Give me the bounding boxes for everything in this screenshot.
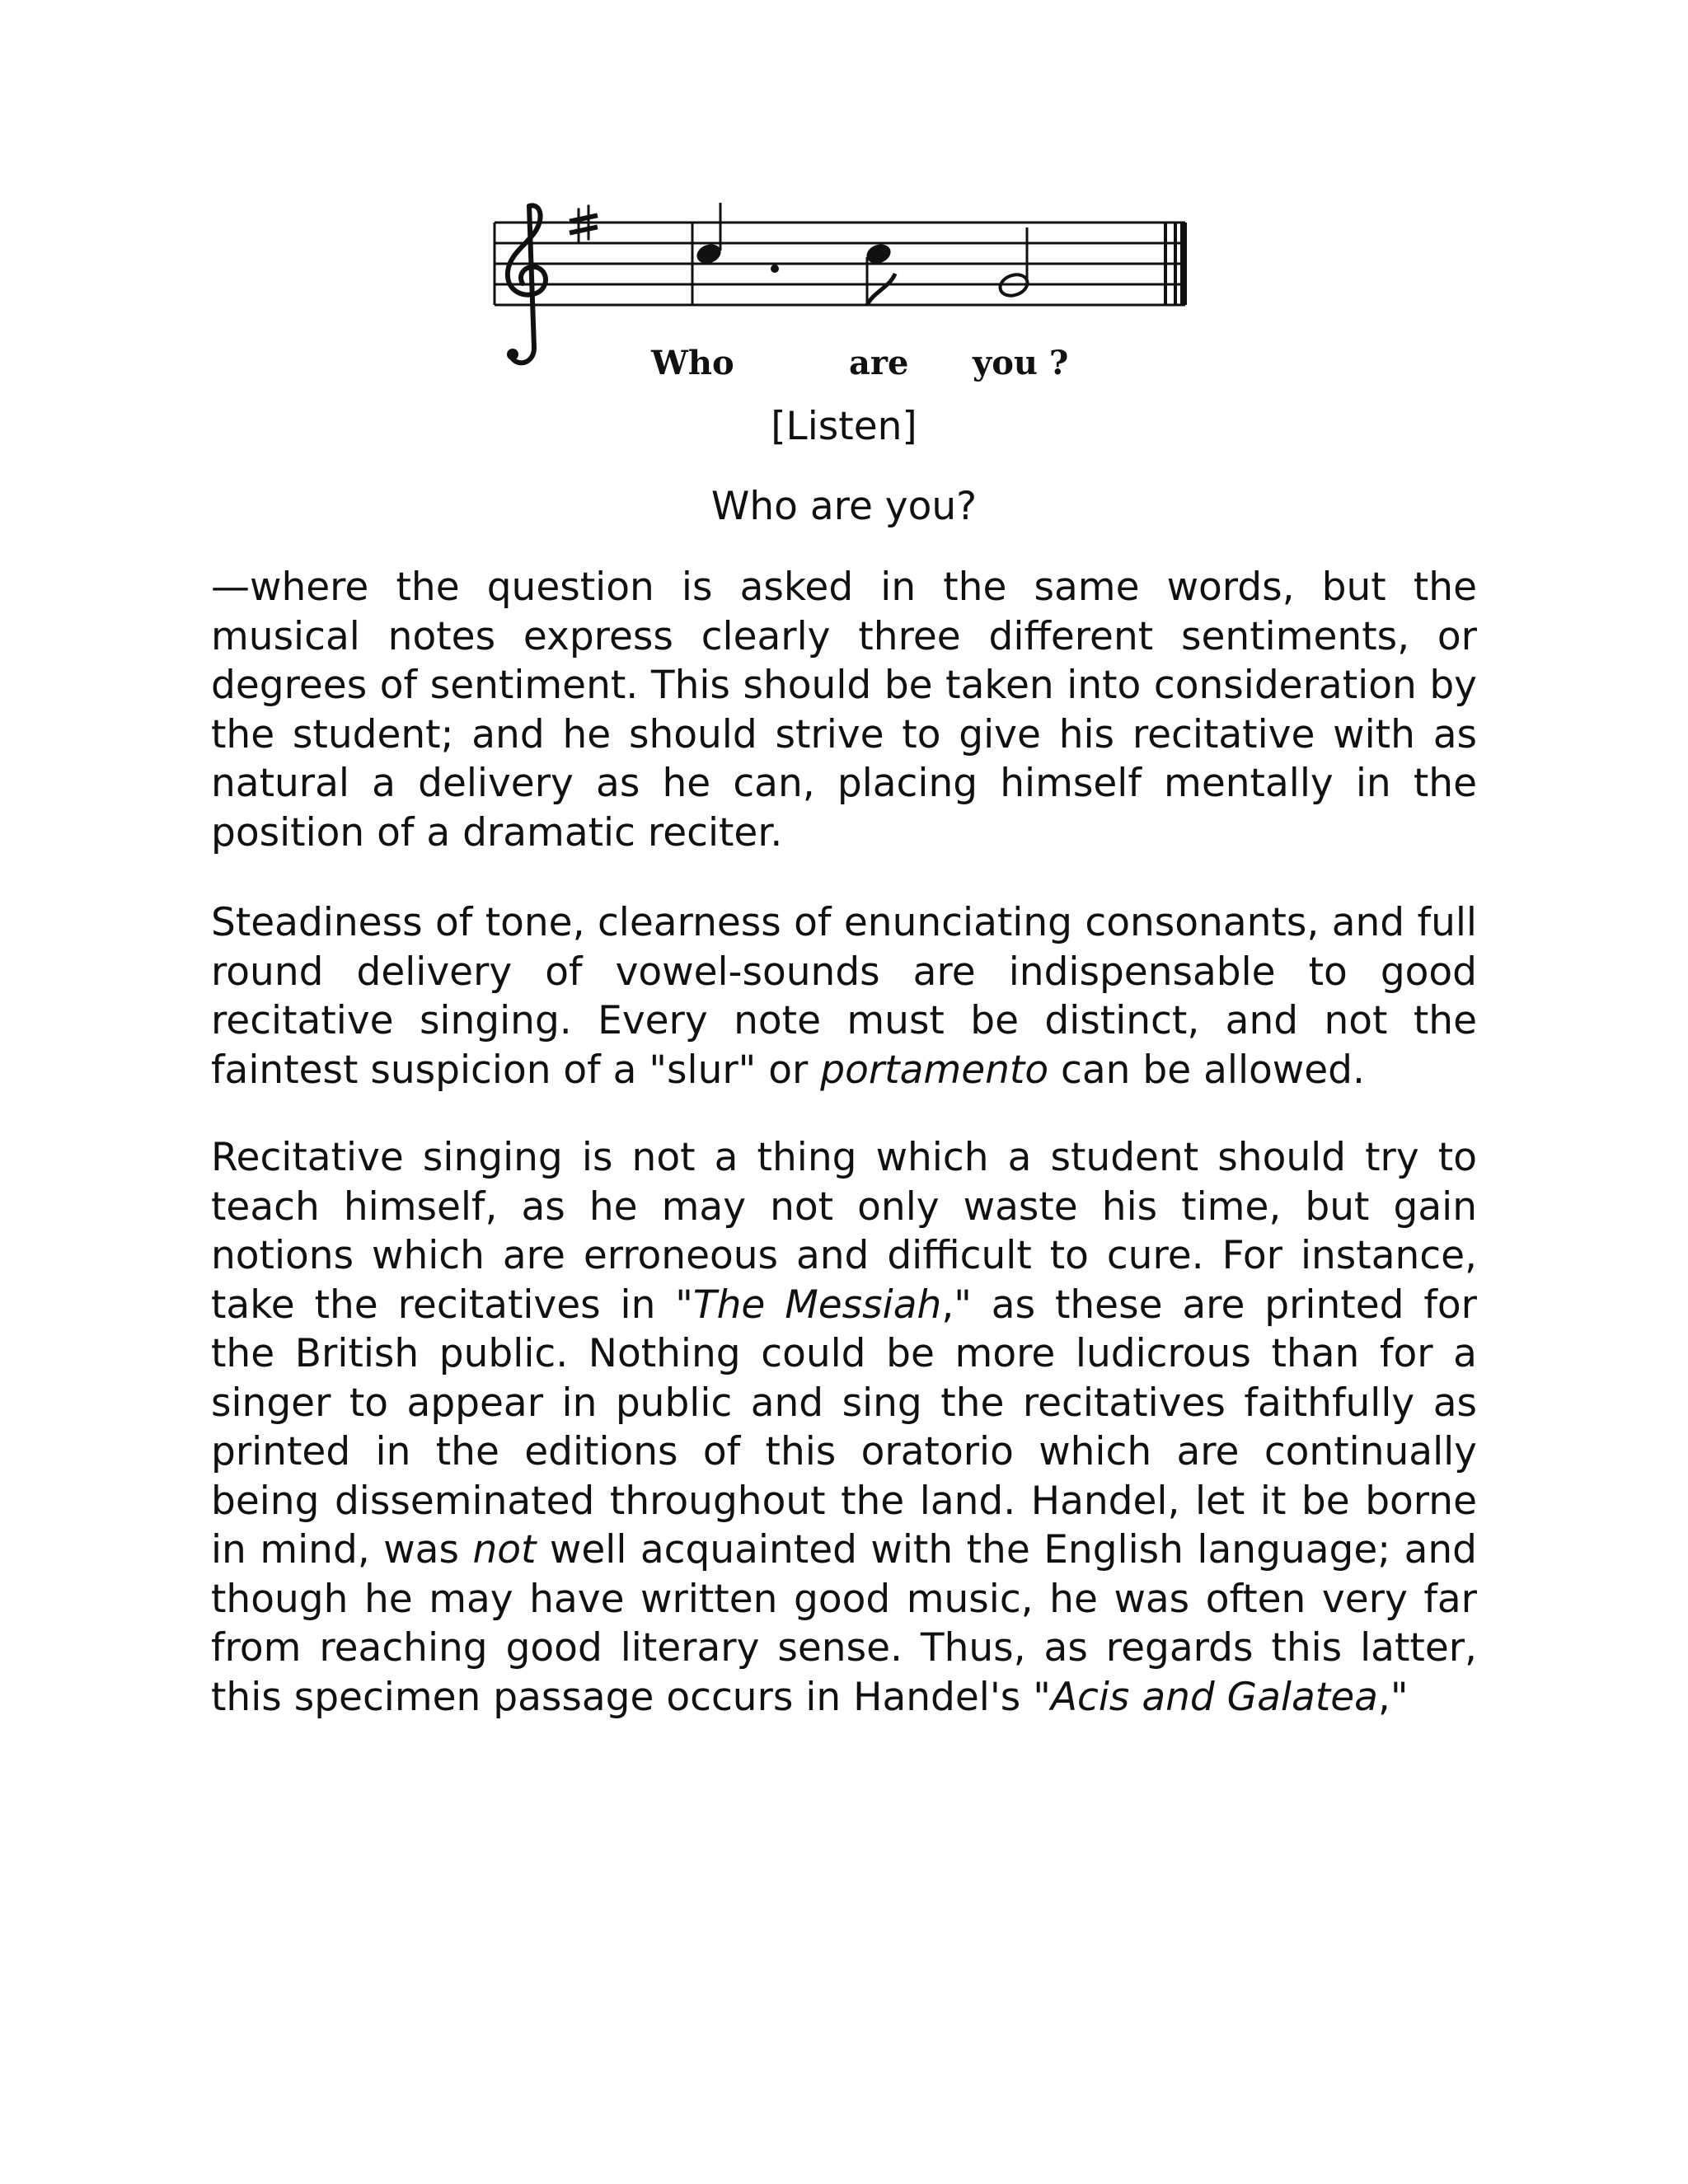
italic-term-portamento: portamento xyxy=(820,1047,1049,1093)
paragraph-3-text-end: ," xyxy=(1377,1674,1409,1720)
paragraph-2-text-end: can be allowed. xyxy=(1048,1047,1365,1093)
italic-title-acis-and-galatea: Acis and Galatea xyxy=(1050,1674,1378,1720)
paragraph-3-text-2: ," as these are printed for the British public. Nothing could be more ludicrous than for a singer to appear in public and sing the recitatives faithfully as printed in the editions of this oratorio which are continually being disseminated throughout the land. Handel, let it be borne in mind, was xyxy=(211,1282,1477,1572)
music-caption: Who are you? xyxy=(710,484,978,529)
paragraph-1: —where the question is asked in the same words, but the musical notes express clearly three different sentiments, or degrees of sentiment. This should be taken into consideration by the student; and he should strive to give his recitative with as natural a delivery as he can, placing himself mentally in the position of a dramatic reciter. xyxy=(211,565,1477,855)
staff-lines xyxy=(495,223,1185,305)
paragraph-2 xyxy=(211,898,1477,1094)
staccato-dot xyxy=(771,265,779,273)
listen-link[interactable]: [Listen] xyxy=(771,404,917,449)
music-staff-graphic xyxy=(486,194,1195,396)
lyric-are: are xyxy=(849,344,909,382)
music-note xyxy=(694,203,724,266)
paragraph-3-text: Recitative singing is not a thing which a student should try to teach himself, as he may not only waste his time, but gain notions which are erroneous and difficult to cure. For instance, take the recitatives in " xyxy=(211,1135,1477,1328)
music-note xyxy=(864,241,895,305)
lyric-who: Who xyxy=(651,344,734,382)
paragraph-3-text-3: well acquainted with the English language; and though he may have written good music, he was often very far from reaching good literary sense. Thus, as regards this latter, this specimen passage occurs in Handel's " xyxy=(211,1527,1477,1720)
lyric-you: you ? xyxy=(973,344,1069,382)
italic-title-messiah: The Messiah xyxy=(692,1282,942,1328)
paragraph-3 xyxy=(211,1133,1477,1722)
italic-emphasis-not: not xyxy=(472,1527,537,1572)
music-notation-figure xyxy=(486,194,1195,396)
paragraph-2-text: Steadiness of tone, clearness of enunciating consonants, and full round delivery of vowel-sounds are indispensable to good recitative singing. Every note must be distinct, and not the faintest suspicion of a "slur" or xyxy=(211,900,1477,1093)
sharp-icon xyxy=(572,206,595,242)
